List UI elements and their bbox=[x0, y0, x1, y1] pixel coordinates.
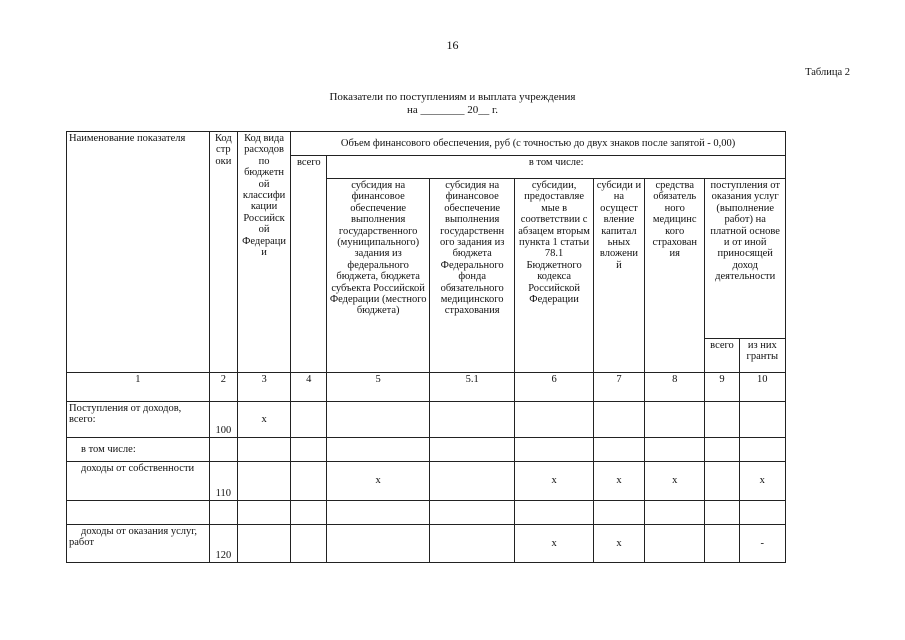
column-number: 10 bbox=[739, 373, 785, 402]
header-oms-funds: средства обязатель ного медицинс кого страхован ия bbox=[645, 179, 705, 373]
document-title bbox=[0, 91, 905, 117]
row-110-c5: x bbox=[327, 462, 430, 501]
header-code-budget: Код вида расходов по бюджетн ой классифи кации Российск ой Федераци и bbox=[237, 132, 290, 373]
row-120-c6: x bbox=[515, 525, 593, 563]
column-number: 7 bbox=[593, 373, 644, 402]
column-number: 5.1 bbox=[429, 373, 514, 402]
row-110-c8: x bbox=[645, 462, 705, 501]
table-row bbox=[67, 462, 786, 501]
row-110-code: 110 bbox=[209, 462, 237, 501]
row-120-c10: - bbox=[739, 525, 785, 563]
indicators-table bbox=[66, 131, 786, 563]
table-row bbox=[67, 438, 786, 462]
header-total: всего bbox=[291, 156, 327, 373]
header-including: в том числе: bbox=[327, 156, 786, 179]
row-100-c3: x bbox=[237, 402, 290, 438]
column-number: 2 bbox=[209, 373, 237, 402]
header-subsidy-78-1: субсидии, предоставляе мые в соответствии с абзацем вторым пункта 1 статьи 78.1 Бюджетного кодекса Российской Федерации bbox=[515, 179, 593, 373]
table-row bbox=[67, 501, 786, 525]
row-110-c7: x bbox=[593, 462, 644, 501]
row-110-c6: x bbox=[515, 462, 593, 501]
row-120-c7: x bbox=[593, 525, 644, 563]
column-number: 3 bbox=[237, 373, 290, 402]
row-120-name: доходы от оказания услуг, работ bbox=[67, 525, 210, 563]
column-number: 1 bbox=[67, 373, 210, 402]
row-120-code: 120 bbox=[209, 525, 237, 563]
header-subsidy-capital: субсиди и на осущест вление капитал ьных вложени й bbox=[593, 179, 644, 373]
title-line-2: на ________ 20__ г. bbox=[406, 104, 499, 116]
table-label: Таблица 2 bbox=[805, 67, 850, 78]
header-paid-total: всего bbox=[705, 339, 739, 373]
column-number: 4 bbox=[291, 373, 327, 402]
column-number: 9 bbox=[705, 373, 739, 402]
row-100-name: Поступления от доходов, всего: bbox=[67, 402, 210, 438]
header-code-row: Код стр оки bbox=[209, 132, 237, 373]
header-paid-grants: из них гранты bbox=[739, 339, 785, 373]
header-volume: Объем финансового обеспечения, руб (с точностью до двух знаков после запятой - 0,00) bbox=[291, 132, 786, 156]
header-subsidy-state-task: субсидия на финансовое обеспечение выполнения государственного (муниципального) задания из федерального бюджета, бюджета субъекта Российской Федерации (местного бюджета) bbox=[327, 179, 430, 373]
column-number: 6 bbox=[515, 373, 593, 402]
row-110-c10: x bbox=[739, 462, 785, 501]
header-name: Наименование показателя bbox=[67, 132, 210, 373]
title-line-1: Показатели по поступлениям и выплата учреждения bbox=[329, 91, 576, 103]
header-paid-services: поступления от оказания услуг (выполнение работ) на платной основе и от иной приносящей доход деятельности bbox=[705, 179, 786, 339]
row-110-name: доходы от собственности bbox=[67, 462, 210, 501]
page-number: 16 bbox=[446, 38, 459, 52]
row-100-code: 100 bbox=[209, 402, 237, 438]
table-row bbox=[67, 402, 786, 438]
column-number: 5 bbox=[327, 373, 430, 402]
header-subsidy-oms-fund: субсидия на финансовое обеспечение выполнения государственн ого задания из бюджета Федерального фонда обязательного медицинского страхования bbox=[429, 179, 514, 373]
row-including-name: в том числе: bbox=[67, 438, 210, 462]
column-number: 8 bbox=[645, 373, 705, 402]
table-row bbox=[67, 525, 786, 563]
